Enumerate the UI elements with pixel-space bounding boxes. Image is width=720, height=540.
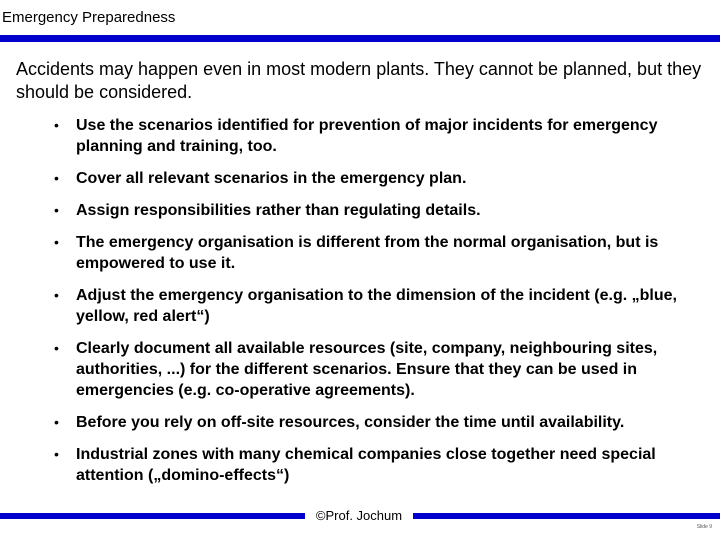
bullet-icon: • xyxy=(54,287,59,303)
bullet-icon: • xyxy=(54,117,59,133)
bullet-text: Industrial zones with many chemical companies close together need special attention („domino-effects“) xyxy=(76,446,656,484)
bullet-text: Assign responsibilities rather than regulating details. xyxy=(76,202,481,219)
footer-credit: ©Prof. Jochum xyxy=(305,507,413,525)
bullet-text: Adjust the emergency organisation to the dimension of the incident (e.g. „blue, yellow, red alert“) xyxy=(76,287,677,325)
intro-text: Accidents may happen even in most modern plants. They cannot be planned, but they should be considered. xyxy=(16,59,702,102)
bullet-item xyxy=(52,444,702,486)
bullet-icon: • xyxy=(54,446,59,462)
bullet-icon: • xyxy=(54,202,59,218)
bullet-icon: • xyxy=(54,170,59,186)
bullet-text: Cover all relevant scenarios in the emergency plan. xyxy=(76,170,467,187)
bullet-item xyxy=(52,232,702,274)
bullet-item xyxy=(52,115,702,157)
bullet-text: Clearly document all available resources (site, company, neighbouring sites, authorities, ...) for the different scenarios. Ensure that they can be used in emergencies (e.g. co-operative agreements). xyxy=(76,340,658,399)
bullet-icon: • xyxy=(54,234,59,250)
bullet-icon: • xyxy=(54,414,59,430)
bullet-item xyxy=(52,338,702,401)
bullet-icon: • xyxy=(54,340,59,356)
bullet-item xyxy=(52,285,702,327)
bullet-item xyxy=(52,200,702,221)
bullet-item xyxy=(52,168,702,189)
page-title: Emergency Preparedness xyxy=(2,9,176,26)
page-number: Slide 9 xyxy=(696,524,712,530)
bullet-text: The emergency organisation is different from the normal organisation, but is empowered to use it. xyxy=(76,234,659,272)
bullet-item xyxy=(52,412,702,433)
bullet-text: Use the scenarios identified for prevention of major incidents for emergency planning and training, too. xyxy=(76,117,658,155)
bullet-list xyxy=(52,115,702,497)
bullet-text: Before you rely on off-site resources, consider the time until availability. xyxy=(76,414,625,431)
header-divider xyxy=(0,35,720,42)
